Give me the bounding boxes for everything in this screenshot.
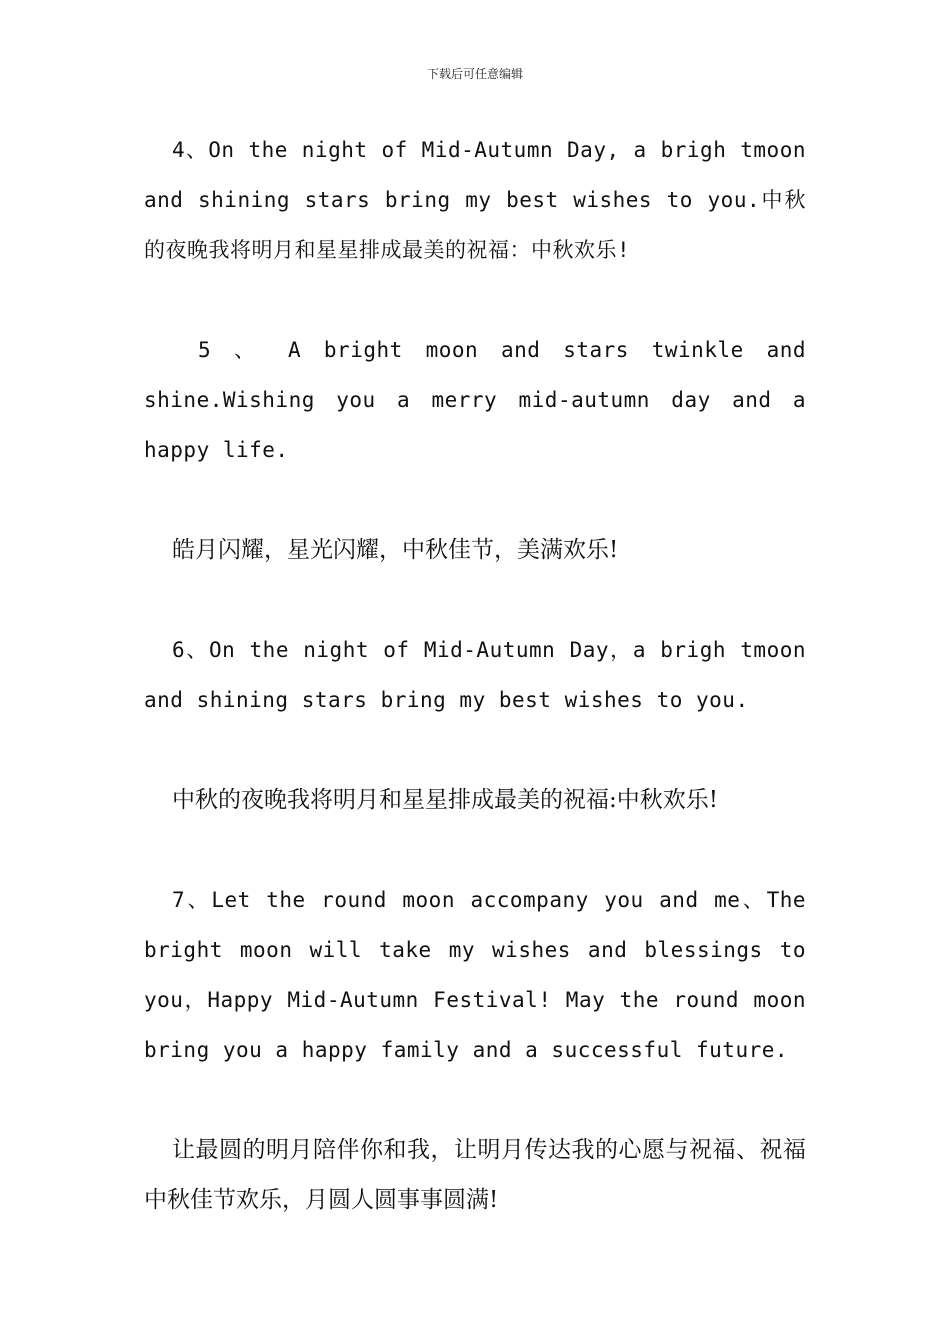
paragraph-wish-7-chinese: 让最圆的明月陪伴你和我，让明月传达我的心愿与祝福、祝福中秋佳节欢乐，月圆人圆事事圆满!	[144, 1137, 806, 1213]
paragraph-wish-5: 5 、 A bright moon and stars twinkle and shine.Wishing you a merry mid-autumn day and a happy life.	[144, 338, 806, 462]
paragraph-wish-6-chinese: 中秋的夜晚我将明月和星星排成最美的祝福:中秋欢乐!	[172, 787, 718, 813]
paragraph-wish-6: 6、On the night of Mid-Autumn Day，a brigh tmoon and shining stars bring my best wishes to you.	[144, 638, 806, 712]
paragraph-wish-4: 4、On the night of Mid-Autumn Day, a brigh tmoon and shining stars bring my best wishes to you.中秋的夜晚我将明月和星星排成最美的祝福：中秋欢乐!	[144, 138, 806, 262]
paragraph-wish-7: 7、Let the round moon accompany you and me、The bright moon will take my wishes and blessings to you，Happy Mid-Autumn Festival! May the round moon bring you a happy family and a successful future.	[144, 888, 806, 1062]
document-body	[144, 125, 806, 1275]
paragraph-wish-5-chinese: 皓月闪耀，星光闪耀，中秋佳节，美满欢乐!	[172, 537, 619, 563]
page-header: 下载后可任意编辑	[426, 67, 523, 81]
